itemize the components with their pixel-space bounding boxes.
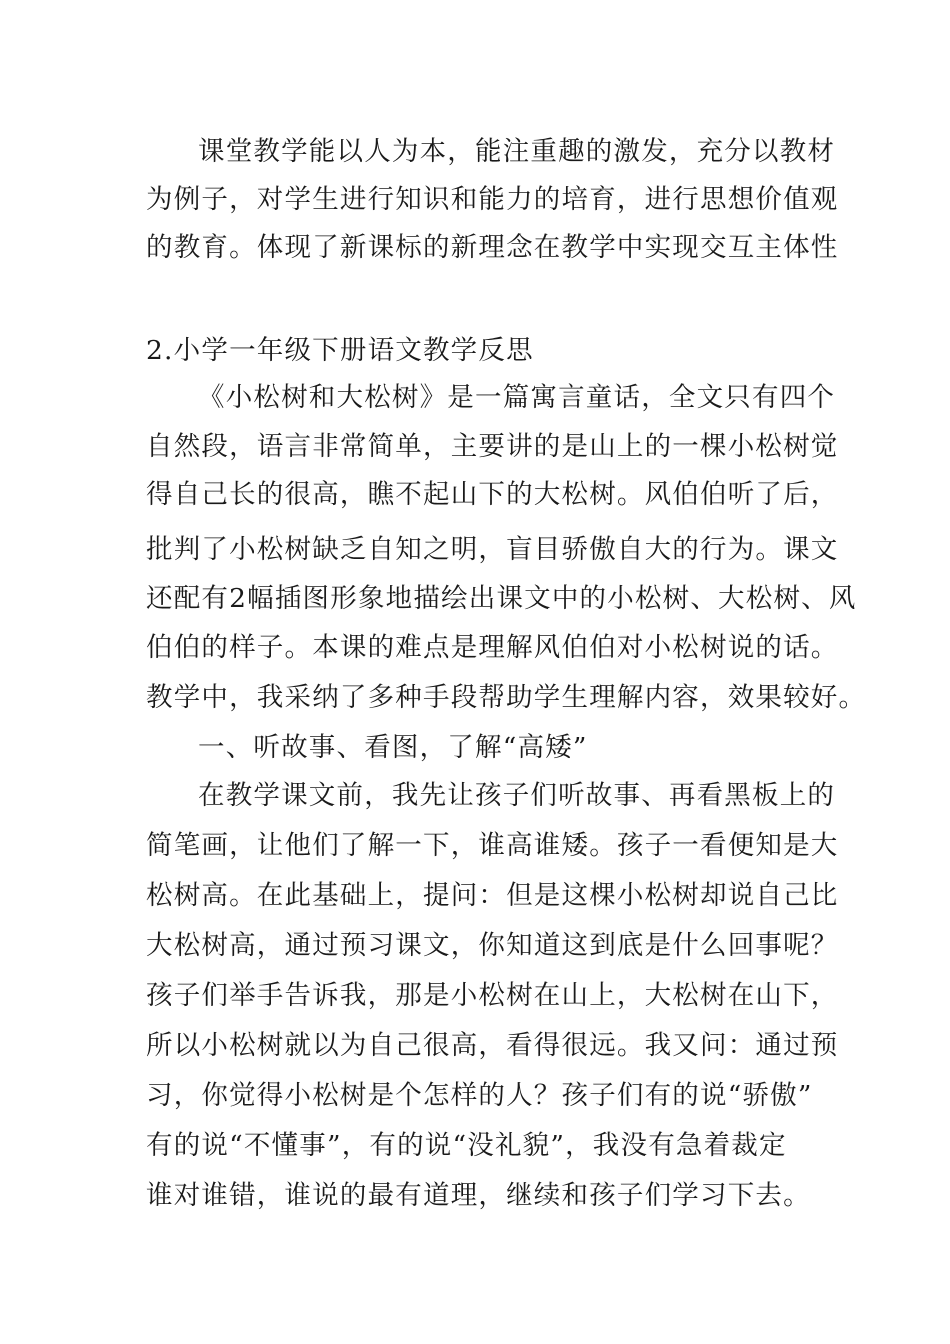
story-line-5: 孩子们举手告诉我，那是小松树在山上，大松树在山下， <box>146 980 839 1011</box>
story-line-4: 大松树高，通过预习课文，你知道这到底是什么回事呢？ <box>146 930 839 961</box>
story-line-3: 松树高。在此基础上，提问：但是这棵小松树却说自己比 <box>146 880 839 911</box>
summary-line-4: 批判了小松树缺乏自知之明，盲目骄傲自大的行为。课文 <box>146 534 839 565</box>
summary-line-6: 伯伯的样子。本课的难点是理解风伯伯对小松树说的话。 <box>146 632 839 663</box>
intro-line-3: 的教育。体现了新课标的新理念在教学中实现交互主体性 <box>146 232 839 263</box>
intro-line-1: 课堂教学能以人为本，能注重趣的激发，充分以教材 <box>198 136 836 167</box>
summary-line-3: 得自己长的很高，瞧不起山下的大松树。风伯伯听了后， <box>146 479 839 510</box>
story-line-8: 有的说“不懂事”，有的说“没礼貌”，我没有急着裁定 <box>146 1130 787 1161</box>
story-line-1: 在教学课文前，我先让孩子们听故事、再看黑板上的 <box>198 780 836 811</box>
summary-line-1: 《小松树和大松树》是一篇寓言童话，全文只有四个 <box>198 382 836 413</box>
intro-line-2: 为例子，对学生进行知识和能力的培育，进行思想价值观 <box>146 184 839 215</box>
subheading: 一、听故事、看图，了解“高矮” <box>198 732 588 763</box>
story-line-9: 谁对谁错，谁说的最有道理，继续和孩子们学习下去。 <box>146 1180 811 1211</box>
story-line-2: 简笔画，让他们了解一下，谁高谁矮。孩子一看便知是大 <box>146 830 839 861</box>
summary-line-7: 教学中，我采纳了多种手段帮助学生理解内容，效果较好。 <box>146 682 867 713</box>
story-line-7: 习，你觉得小松树是个怎样的人？孩子们有的说“骄傲” <box>146 1080 813 1111</box>
summary-line-5: 还配有2幅插图形象地描绘出课文中的小松树、大松树、风 <box>146 583 857 614</box>
section-heading: 2.小学一年级下册语文教学反思 <box>146 335 534 366</box>
story-line-6: 所以小松树就以为自己很高，看得很远。我又问：通过预 <box>146 1030 839 1061</box>
summary-line-2: 自然段，语言非常简单，主要讲的是山上的一棵小松树觉 <box>146 431 839 462</box>
